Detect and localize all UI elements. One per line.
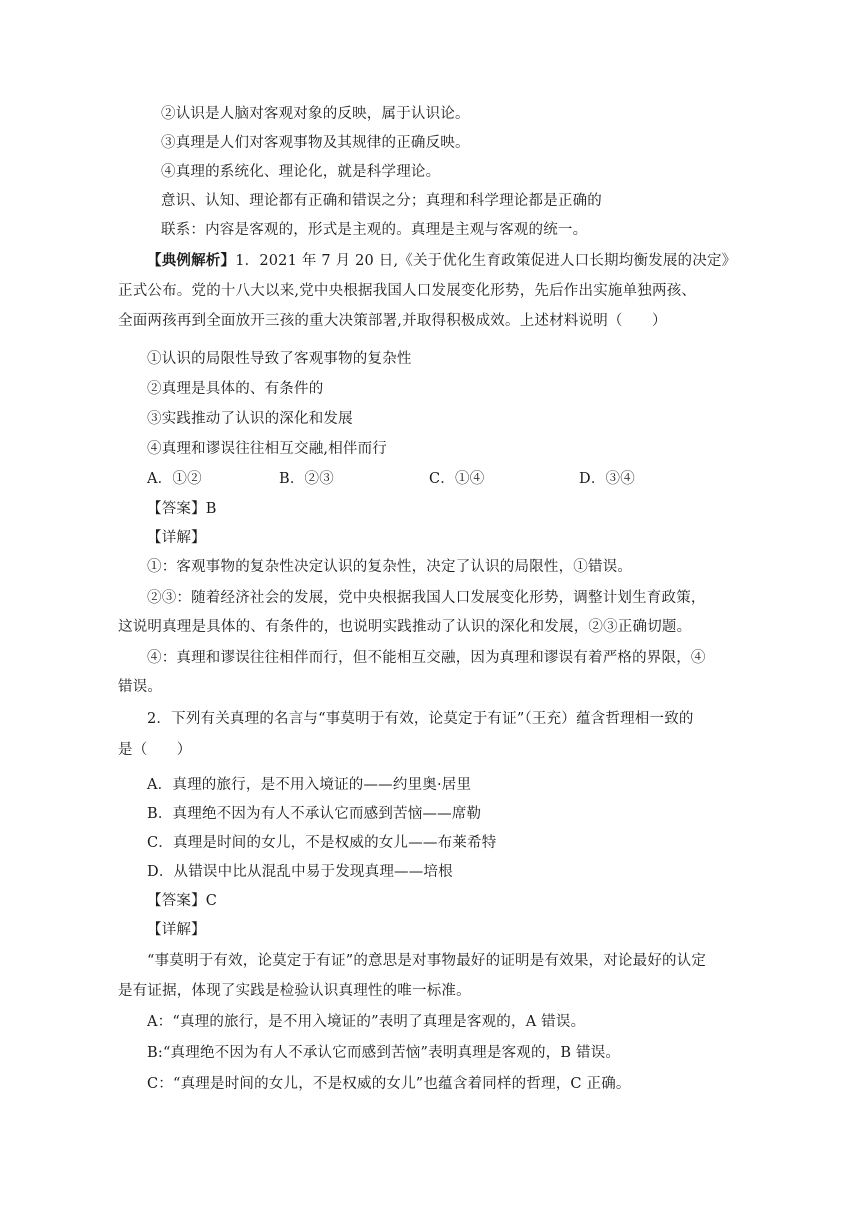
q2-option: C．真理是时间的女儿，不是权威的女儿——布莱希特	[147, 835, 497, 851]
q1-option-c: C．①④	[429, 471, 485, 487]
q2-explain: 是有证据，体现了实践是检验认识真理性的唯一标准。	[118, 983, 471, 999]
q2-explain: C：“真理是时间的女儿，不是权威的女儿”也蕴含着同样的哲理，C 正确。	[147, 1076, 631, 1092]
q1-statement: ②真理是具体的、有条件的	[147, 381, 324, 397]
q1-option-d: D．③④	[579, 471, 635, 487]
q1-stem-line	[147, 251, 736, 271]
note-line: ②认识是人脑对客观对象的反映，属于认识论。	[161, 106, 470, 122]
q2-option: A．真理的旅行，是不用入境证的——约里奥·居里	[147, 777, 472, 793]
q1-statement: ①认识的局限性导致了客观事物的复杂性	[147, 351, 412, 367]
q1-explain: ①：客观事物的复杂性决定认识的复杂性，决定了认识的局限性，①错误。	[147, 559, 633, 575]
q1-answer: 【答案】B	[147, 501, 217, 517]
note-line: 联系：内容是客观的，形式是主观的。真理是主观与客观的统一。	[161, 222, 588, 238]
q1-explain: 这说明真理是具体的、有条件的，也说明实践推动了认识的深化和发展，②③正确切题。	[118, 619, 692, 635]
q1-statement: ④真理和谬误往往相互交融,相伴而行	[147, 441, 388, 457]
q1-stem-line: 全面两孩再到全面放开三孩的重大决策部署,并取得积极成效。上述材料说明（ ）	[118, 313, 667, 329]
q2-explain: B:“真理绝不因为有人不承认它而感到苦恼”表明真理是客观的，B 错误。	[147, 1045, 621, 1061]
q1-option-a: A．①②	[147, 471, 202, 487]
q2-stem-line: 是（ ）	[118, 742, 192, 758]
q2-explain: “事莫明于有效，论莫定于有证”的意思是对事物最好的证明是有效果，对论最好的认定	[147, 953, 707, 969]
note-line: ④真理的系统化、理论化，就是科学理论。	[161, 164, 441, 180]
q1-explain: ②③：随着经济社会的发展，党中央根据我国人口发展变化形势，调整计划生育政策，	[147, 590, 706, 606]
q1-detail-heading: 【详解】	[147, 530, 206, 546]
q1-statement: ③实践推动了认识的深化和发展	[147, 411, 353, 427]
q1-explain: 错误。	[118, 679, 163, 695]
q1-explain: ④：真理和谬误往往相伴而行，但不能相互交融，因为真理和谬误有着严格的界限，④	[147, 650, 706, 666]
q1-option-b: B．②③	[279, 471, 334, 487]
q2-option: D．从错误中比从混乱中易于发现真理——培根	[147, 864, 453, 880]
q1-stem-line: 正式公布。党的十八大以来,党中央根据我国人口发展变化形势，先后作出实施单独两孩、	[118, 283, 697, 299]
q2-detail-heading: 【详解】	[147, 922, 206, 938]
q2-option: B．真理绝不因为有人不承认它而感到苦恼——席勒	[147, 806, 482, 822]
q2-answer: 【答案】C	[147, 893, 218, 909]
q2-explain: A：“真理的旅行，是不用入境证的”表明了真理是客观的，A 错误。	[147, 1014, 586, 1030]
q1-stem-text: 1．2021 年 7 月 20 日,《关于优化生育政策促进人口长期均衡发展的决定》	[235, 253, 737, 269]
example-heading: 【典例解析】	[147, 252, 236, 269]
q2-stem-line: 2．下列有关真理的名言与“事莫明于有效，论莫定于有证”（王充）蕴含哲理相一致的	[147, 711, 694, 727]
note-line: 意识、认知、理论都有正确和错误之分；真理和科学理论都是正确的	[161, 193, 602, 209]
note-line: ③真理是人们对客观事物及其规律的正确反映。	[161, 135, 470, 151]
